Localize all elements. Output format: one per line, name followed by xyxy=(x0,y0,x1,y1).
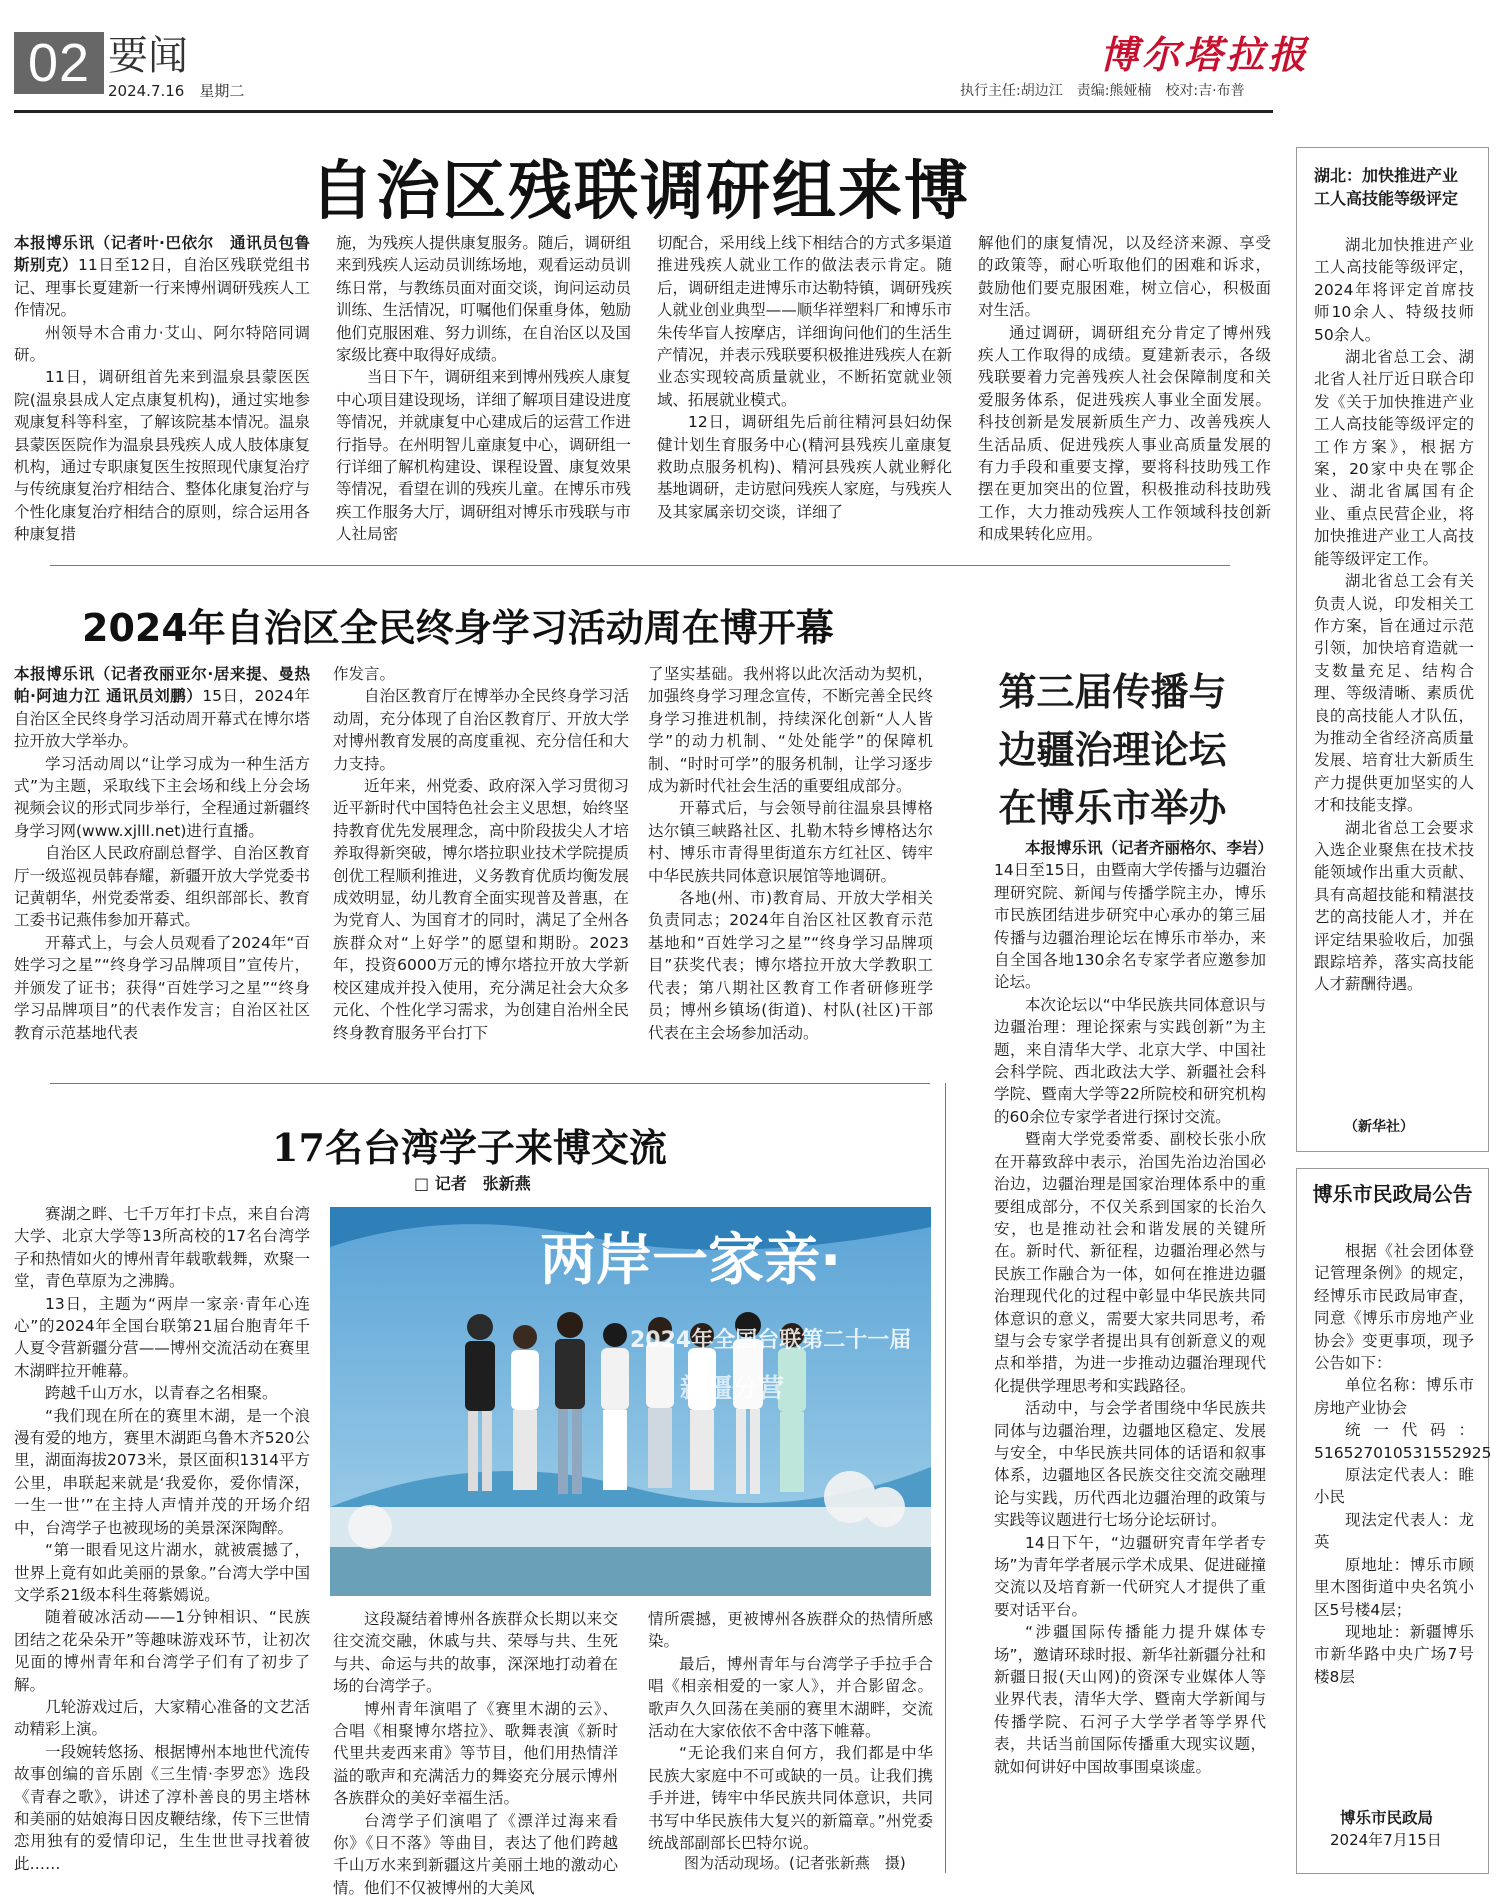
article3-para: 一段婉转悠扬、根据博州本地世代流传故事创编的音乐剧《三生情·李罗恋》选段《青春之歌》，讲述了淳朴善良的男主塔林和美丽的姑娘海日因皮鞭结缘，传下三世情恋用独有的爱情印记，生生世世寻找着彼此…… xyxy=(14,1742,310,1873)
article3-col3 xyxy=(648,1608,933,1853)
article1-col4 xyxy=(978,232,1271,544)
article2-para: 开幕式后，与会领导前往温泉县博格达尔镇三峡路社区、扎勒木特乡博格达尔村、博乐市青得里街道东方红社区、铸牢中华民族共同体意识展馆等地调研。 xyxy=(648,799,933,885)
article2-col3 xyxy=(648,663,933,1051)
article3-para: 赛湖之畔、七千万年打卡点，来自台湾大学、北京大学等13所高校的17名台湾学子和热情如火的博州青年载歌载舞，欢聚一堂，青色草原为之沸腾。 xyxy=(14,1205,310,1291)
article3-col2 xyxy=(333,1608,618,1897)
article1-para: 切配合，采用线上线下相结合的方式多渠道推进残疾人就业工作的做法表示肯定。随后，调研组走进博乐市达勒特镇，调研残疾人就业创业典型——顺华祥塑料厂和博乐市朱传华盲人按摩店，详细询问他们的生活生产情况，并表示残联要积极推进残疾人在新业态实现较高质量就业，不断拓宽就业领域、拓展就业模式。 xyxy=(657,234,952,409)
article1-headline: 自治区残联调研组来博 xyxy=(310,155,970,229)
article3-para: 情所震撼，更被博州各族群众的热情所感染。 xyxy=(648,1610,933,1651)
article3-headline: 17名台湾学子来博交流 xyxy=(272,1125,667,1170)
article1-para: 当日下午，调研组来到博州残疾人康复中心项目建设现场，详细了解项目建设进度等情况，并就康复中心建成后的运营工作进行指导。在州明智儿童康复中心，调研组一行详细了解机构建设、课程设置、康复效果等情况，看望在训的残疾儿童。在博乐市残疾工作服务大厅，调研组对博乐市残联与市人社局密 xyxy=(336,368,631,544)
article2-para: 开幕式上，与会人员观看了2024年“百姓学习之星”“终身学习品牌项目”宣传片，并颁发了证书；获得“百姓学习之星”“终身学习品牌项目”的代表作发言；自治区社区教育示范基地代表 xyxy=(14,933,310,1042)
column-divider xyxy=(945,1083,946,1873)
event-photo xyxy=(330,1207,931,1596)
article4-para: “涉疆国际传播能力提升媒体专场”，邀请环球时报、新华社新疆分社和新疆日报(天山网)的资深专业媒体人等业界代表，清华大学、暨南大学新闻与传播学院、石河子大学学者等学界代表，共话当前国际传播重大现实议题，就如何讲好中国故事围桌谈虚。 xyxy=(994,1623,1266,1776)
announcement-para: 单位名称：博乐市房地产业协会 xyxy=(1314,1376,1474,1417)
photo-caption: 图为活动现场。(记者张新燕 摄) xyxy=(684,1854,906,1872)
section-title: 要闻 xyxy=(108,33,188,79)
article3-para: 这段凝结着博州各族群众长期以来交往交流交融，休戚与共、荣辱与共、生死与共、命运与共的故事，深深地打动着在场的台湾学子。 xyxy=(333,1610,618,1696)
article2-col2 xyxy=(333,663,629,1051)
article3-para: 几轮游戏过后，大家精心准备的文艺活动精彩上演。 xyxy=(14,1697,310,1739)
article3-para: 随着破冰活动——1分钟相识、“民族团结之花朵朵开”等趣味游戏环节，让初次见面的博州青年和台湾学子们有了初步了解。 xyxy=(14,1608,310,1694)
announcement-para: 原法定代表人：睢小民 xyxy=(1314,1466,1474,1507)
announcement-title: 博乐市民政局公告 xyxy=(1312,1182,1473,1206)
article2-para: 各地(州、市)教育局、开放大学相关负责同志；2024年自治区社区教育示范基地和“百姓学习之星”“终身学习品牌项目”获奖代表；博尔塔拉开放大学教职工代表；第八期社区教育工作者研修班学员；博州乡镇场(街道)、村队(社区)干部代表在主会场参加活动。 xyxy=(648,889,933,1042)
article1-para: 解他们的康复情况，以及经济来源、享受的政策等，耐心听取他们的困难和诉求，鼓励他们要克服困难，树立信心，积极面对生活。 xyxy=(978,234,1271,320)
article4-lead: 本报博乐讯（记者齐丽格尔、李岩） xyxy=(1025,839,1274,857)
article4-headline-line: 第三届传播与 xyxy=(998,669,1227,714)
article1-col3 xyxy=(657,232,952,544)
article2-headline: 2024年自治区全民终身学习活动周在博开幕 xyxy=(82,606,834,650)
event-photo-illustration xyxy=(330,1207,931,1596)
article1-lead: 本报博乐讯（记者叶·巴依尔 通讯员包鲁斯别克） xyxy=(14,234,310,275)
photo-banner-text: 两岸一家亲· xyxy=(540,1228,842,1293)
article3-para: “第一眼看见这片湖水，就被震撼了，世界上竟有如此美丽的景象。”台湾大学中国文学系21级本科生蒋紫嫣说。 xyxy=(14,1541,310,1604)
article2-lead-text: 15日，2024年自治区全民终身学习活动周开幕式在博尔塔拉开放大学举办。 xyxy=(14,687,310,751)
article2-divider xyxy=(50,1083,930,1084)
article2-col1 xyxy=(14,663,310,1051)
sidebar1-para: 湖北省总工会、湖北省人社厅近日联合印发《关于加快推进产业工人高技能等级评定的工作方案》，根据方案，20家中央在鄂企业、湖北省属国有企业、重点民营企业，将加快推进产业工人高技能等级评定工作。 xyxy=(1314,348,1474,568)
sidebar1-para: 湖北省总工会要求入选企业聚焦在技术技能领域作出重大贡献、具有高超技能和精湛技艺的高技能人才，并在评定结果验收后，加强跟踪培养，落实高技能人才薪酬待遇。 xyxy=(1314,818,1474,994)
article3-para: 13日，主题为“两岸一家亲·青年心连心”的2024年全国台联第21届台胞青年千人夏令营新疆分营——博州交流活动在赛里木湖畔拉开帷幕。 xyxy=(14,1294,310,1380)
article4-para: 本次论坛以“中华民族共同体意识与边疆治理：理论探索与实践创新”为主题，来自清华大学、北京大学、中国社会科学院、西北政法大学、新疆社会科学院、暨南大学等22所院校和研究机构的60余位专家学者进行探讨交流。 xyxy=(994,995,1266,1126)
article3-col1 xyxy=(14,1203,310,1878)
article1-para: 施，为残疾人提供康复服务。随后，调研组来到残疾人运动员训练场地，观看运动员训练日常，与教练员面对面交谈，询问运动员训练、生活情况，叮嘱他们保重身体，勉励他们克服困难、努力训练，在自治区以及国家级比赛中取得好成绩。 xyxy=(336,234,631,365)
article2-para: 了坚实基础。我州将以此次活动为契机，加强终身学习理念宣传，不断完善全民终身学习推进机制，持续深化创新“人人皆学”的动力机制、“处处能学”的保障机制、“时时可学”的服务机制，让学习逐步成为新时代社会生活的重要组成部分。 xyxy=(648,665,933,796)
article4-para: 活动中，与会学者围绕中华民族共同体与边疆治理，边疆地区稳定、发展与安全，中华民族共同体的话语和叙事体系，边疆地区各民族交往交流交融理论与实践，历代西北边疆治理的政策与实践等议题进行七场分论坛研讨。 xyxy=(994,1399,1266,1530)
article4-body xyxy=(994,837,1274,1877)
sidebar1-source: （新华社） xyxy=(1344,1119,1414,1135)
article2-para: 近年来，州党委、政府深入学习贯彻习近平新时代中国特色社会主义思想，始终坚持教育优先发展理念，高中阶段拔尖人才培养取得新突破，博尔塔拉职业技术学院提质创优工程顺利推进，义务教育优质均衡发展成效明显，幼儿教育全面实现普及普惠，在为党育人、为国育才的同时，满足了全州各族群众对“上好学”的愿望和期盼。2023年，投资6000万元的博尔塔拉开放大学新校区建成并投入使用，充分满足社会大众多元化、个性化学习需求，为创建自治州全民终身教育服务平台打下 xyxy=(333,777,629,1042)
announcement-date: 2024年7月15日 xyxy=(1330,1831,1442,1849)
stage-front xyxy=(330,1547,931,1596)
issue-date: 2024.7.16 星期二 xyxy=(108,82,245,100)
article1-para: 州领导木合甫力·艾山、阿尔特陪同调研。 xyxy=(14,323,310,365)
article2-lead: 本报博乐讯（记者孜丽亚尔·居来提、曼热帕·阿迪力江 通讯员刘鹏） xyxy=(14,665,310,706)
article4-para: 暨南大学党委常委、副校长张小欣在开幕致辞中表示，治国先治边治国必治边，边疆治理是国家治理体系中的重要组成部分，不仅关系到国家的长治久安，也是推动社会和谐发展的关键所在。新时代、新征程，边疆治理必然与民族工作融合为一体，如何在推进边疆治理现代化的过程中彰显中华民族共同体意识的意义，需要大家共同思考，希望与会专家学者提出具有创新意义的观点和举措，为进一步推动边疆治理现代化提供学理思考和实践路径。 xyxy=(994,1130,1266,1395)
article3-para: 台湾学子们演唱了《漂洋过海来看你》《日不落》等曲目，表达了他们跨越千山万水来到新疆这片美丽土地的激动心情。他们不仅被博州的大美风 xyxy=(333,1811,618,1897)
sidebar1-title: 湖北：加快推进产业工人高技能等级评定 xyxy=(1314,166,1459,208)
announcement-para: 现地址：新疆博乐市新华路中央广场7号楼8层 xyxy=(1314,1622,1474,1686)
article2-para: 学习活动周以“让学习成为一种生活方式”为主题，采取线下主会场和线上分会场视频会议的形式同步举行，全程通过新疆终身学习网(www.xjlll.net)进行直播。 xyxy=(14,754,310,840)
article2-para: 作发言。 xyxy=(333,665,396,683)
article1-para: 通过调研，调研组充分肯定了博州残疾人工作取得的成绩。夏建新表示，各级残联要着力完善残疾人社会保障制度和关爱服务体系，促进残疾人事业全面发展。科技创新是发展新质生产力、改善残疾人生活品质、促进残疾人事业高质量发展的有力手段和重要支撑，要将科技助残工作摆在更加突出的位置，积极推动科技助残工作，大力推动残疾人工作领域科技创新和成果转化应用。 xyxy=(978,323,1271,544)
article3-para: 最后，博州青年与台湾学子手拉手合唱《相亲相爱的一家人》，并合影留念。歌声久久回荡在美丽的赛里木湖畔，交流活动在大家依依不舍中落下帷幕。 xyxy=(648,1654,933,1741)
sidebar1-para: 湖北省总工会有关负责人说，印发相关工作方案，旨在通过示范引领，加快培育造就一支数量充足、结构合理、等级清晰、素质优良的高技能人才队伍，为推动全省经济高质量发展、培育壮大新质生产力提供更加坚实的人才和技能支撑。 xyxy=(1314,572,1474,815)
page-number-box: 02 xyxy=(14,32,104,94)
sidebar1-body xyxy=(1314,234,1474,1094)
editorial-staff: 执行主任:胡边江 责编:熊娅楠 校对:吉·布普 xyxy=(960,83,1245,99)
announcement-para: 统一代码：516527010531552925 xyxy=(1314,1421,1492,1462)
article2-para: 自治区教育厅在博举办全民终身学习活动周，充分体现了自治区教育厅、开放大学对博州教育发展的高度重视、充分信任和大力支持。 xyxy=(333,687,629,773)
photo-banner-text: 新疆分营 xyxy=(680,1374,785,1404)
sidebar1-para: 湖北加快推进产业工人高技能等级评定，2024年将评定首席技师10余人、特级技师50余人。 xyxy=(1314,236,1474,344)
article4-headline-line: 边疆治理论坛 xyxy=(998,727,1227,772)
masthead-rule xyxy=(14,110,1273,113)
newspaper-logo: 博尔塔拉报 xyxy=(1100,32,1311,77)
article1-para: 11日，调研组首先来到温泉县蒙医医院(温泉县成人定点康复机构)，通过实地参观康复科等科室，了解该院基本情况。温泉县蒙医医院作为温泉县残疾人成人肢体康复机构，通过专职康复医生按照现代康复治疗与传统康复治疗相结合、整体化康复治疗与个性化康复治疗相结合的原则，综合运用各种康复措 xyxy=(14,368,310,544)
article1-lead-text: 11日至12日，自治区残联党组书记、理事长夏建新一行来博州调研残疾人工作情况。 xyxy=(14,256,310,320)
article1-para: 12日，调研组先后前往精河县妇幼保健计划生育服务中心(精河县残疾儿童康复救助点服务机构)、精河县残疾人就业孵化基地调研，走访慰问残疾人家庭，与残疾人及其家属亲切交谈，详细了 xyxy=(657,413,952,521)
article3-para: 跨越千山万水，以青春之名相聚。 xyxy=(45,1384,278,1403)
article3-para: “我们现在所在的赛里木湖，是一个浪漫有爱的地方，赛里木湖距乌鲁木齐520公里，湖面海拔2073米，景区面积1314平方公里，串联起来就是‘我爱你，爱你情深，一生一世’”在主持人声情并茂的开场介绍中，台湾学子也被现场的美景深深陶醉。 xyxy=(14,1406,310,1537)
announcement-para: 根据《社会团体登记管理条例》的规定，经博乐市民政局审查，同意《博乐市房地产业协会》变更事项，现予公告如下： xyxy=(1314,1242,1474,1373)
article3-para: 博州青年演唱了《赛里木湖的云》、合唱《相聚博尔塔拉》、歌舞表演《新时代里共麦西来甫》等节目，他们用热情洋溢的歌声和充满活力的舞姿充分展示博州各族群众的美好幸福生活。 xyxy=(333,1699,618,1808)
announcement-body xyxy=(1314,1240,1492,1800)
announcement-signature: 博乐市民政局 xyxy=(1340,1809,1434,1827)
article4-headline-line: 在博乐市举办 xyxy=(998,785,1227,830)
article1-col2 xyxy=(336,232,631,544)
announcement-para: 现法定代表人：龙英 xyxy=(1314,1510,1474,1552)
article2-para: 自治区人民政府副总督学、自治区教育厅一级巡视员韩春耀，新疆开放大学党委书记黄朝华，州党委常委、组织部部长、教育工委书记燕伟参加开幕式。 xyxy=(14,844,310,930)
photo-banner-text: 2024年全国台联第二十一届 xyxy=(630,1328,912,1353)
announcement-para: 原地址：博乐市顾里木图街道中央名筑小区5号楼4层； xyxy=(1314,1555,1474,1619)
article4-lead-text: 14日至15日，由暨南大学传播与边疆治理研究院、新闻与传播学院主办，博乐市民族团结进步研究中心承办的第三届传播与边疆治理论坛在博乐市举办，来自全国各地130余名专家学者应邀参加论坛。 xyxy=(994,861,1266,992)
article1-divider xyxy=(50,565,1230,566)
article4-headline xyxy=(960,663,1265,837)
article4-para: 14日下午，“边疆研究青年学者专场”为青年学者展示学术成果、促进碰撞交流以及培育新一代研究人才提供了重要对话平台。 xyxy=(994,1533,1266,1619)
article3-byline: □ 记者 张新燕 xyxy=(414,1174,531,1193)
article3-para: “无论我们来自何方，我们都是中华民族大家庭中不可或缺的一员。让我们携手并进，铸牢中华民族共同体意识，共同书写中华民族伟大复兴的新篇章。”州党委统战部副部长巴特尔说。 xyxy=(648,1744,933,1853)
article1-col1 xyxy=(14,232,310,544)
